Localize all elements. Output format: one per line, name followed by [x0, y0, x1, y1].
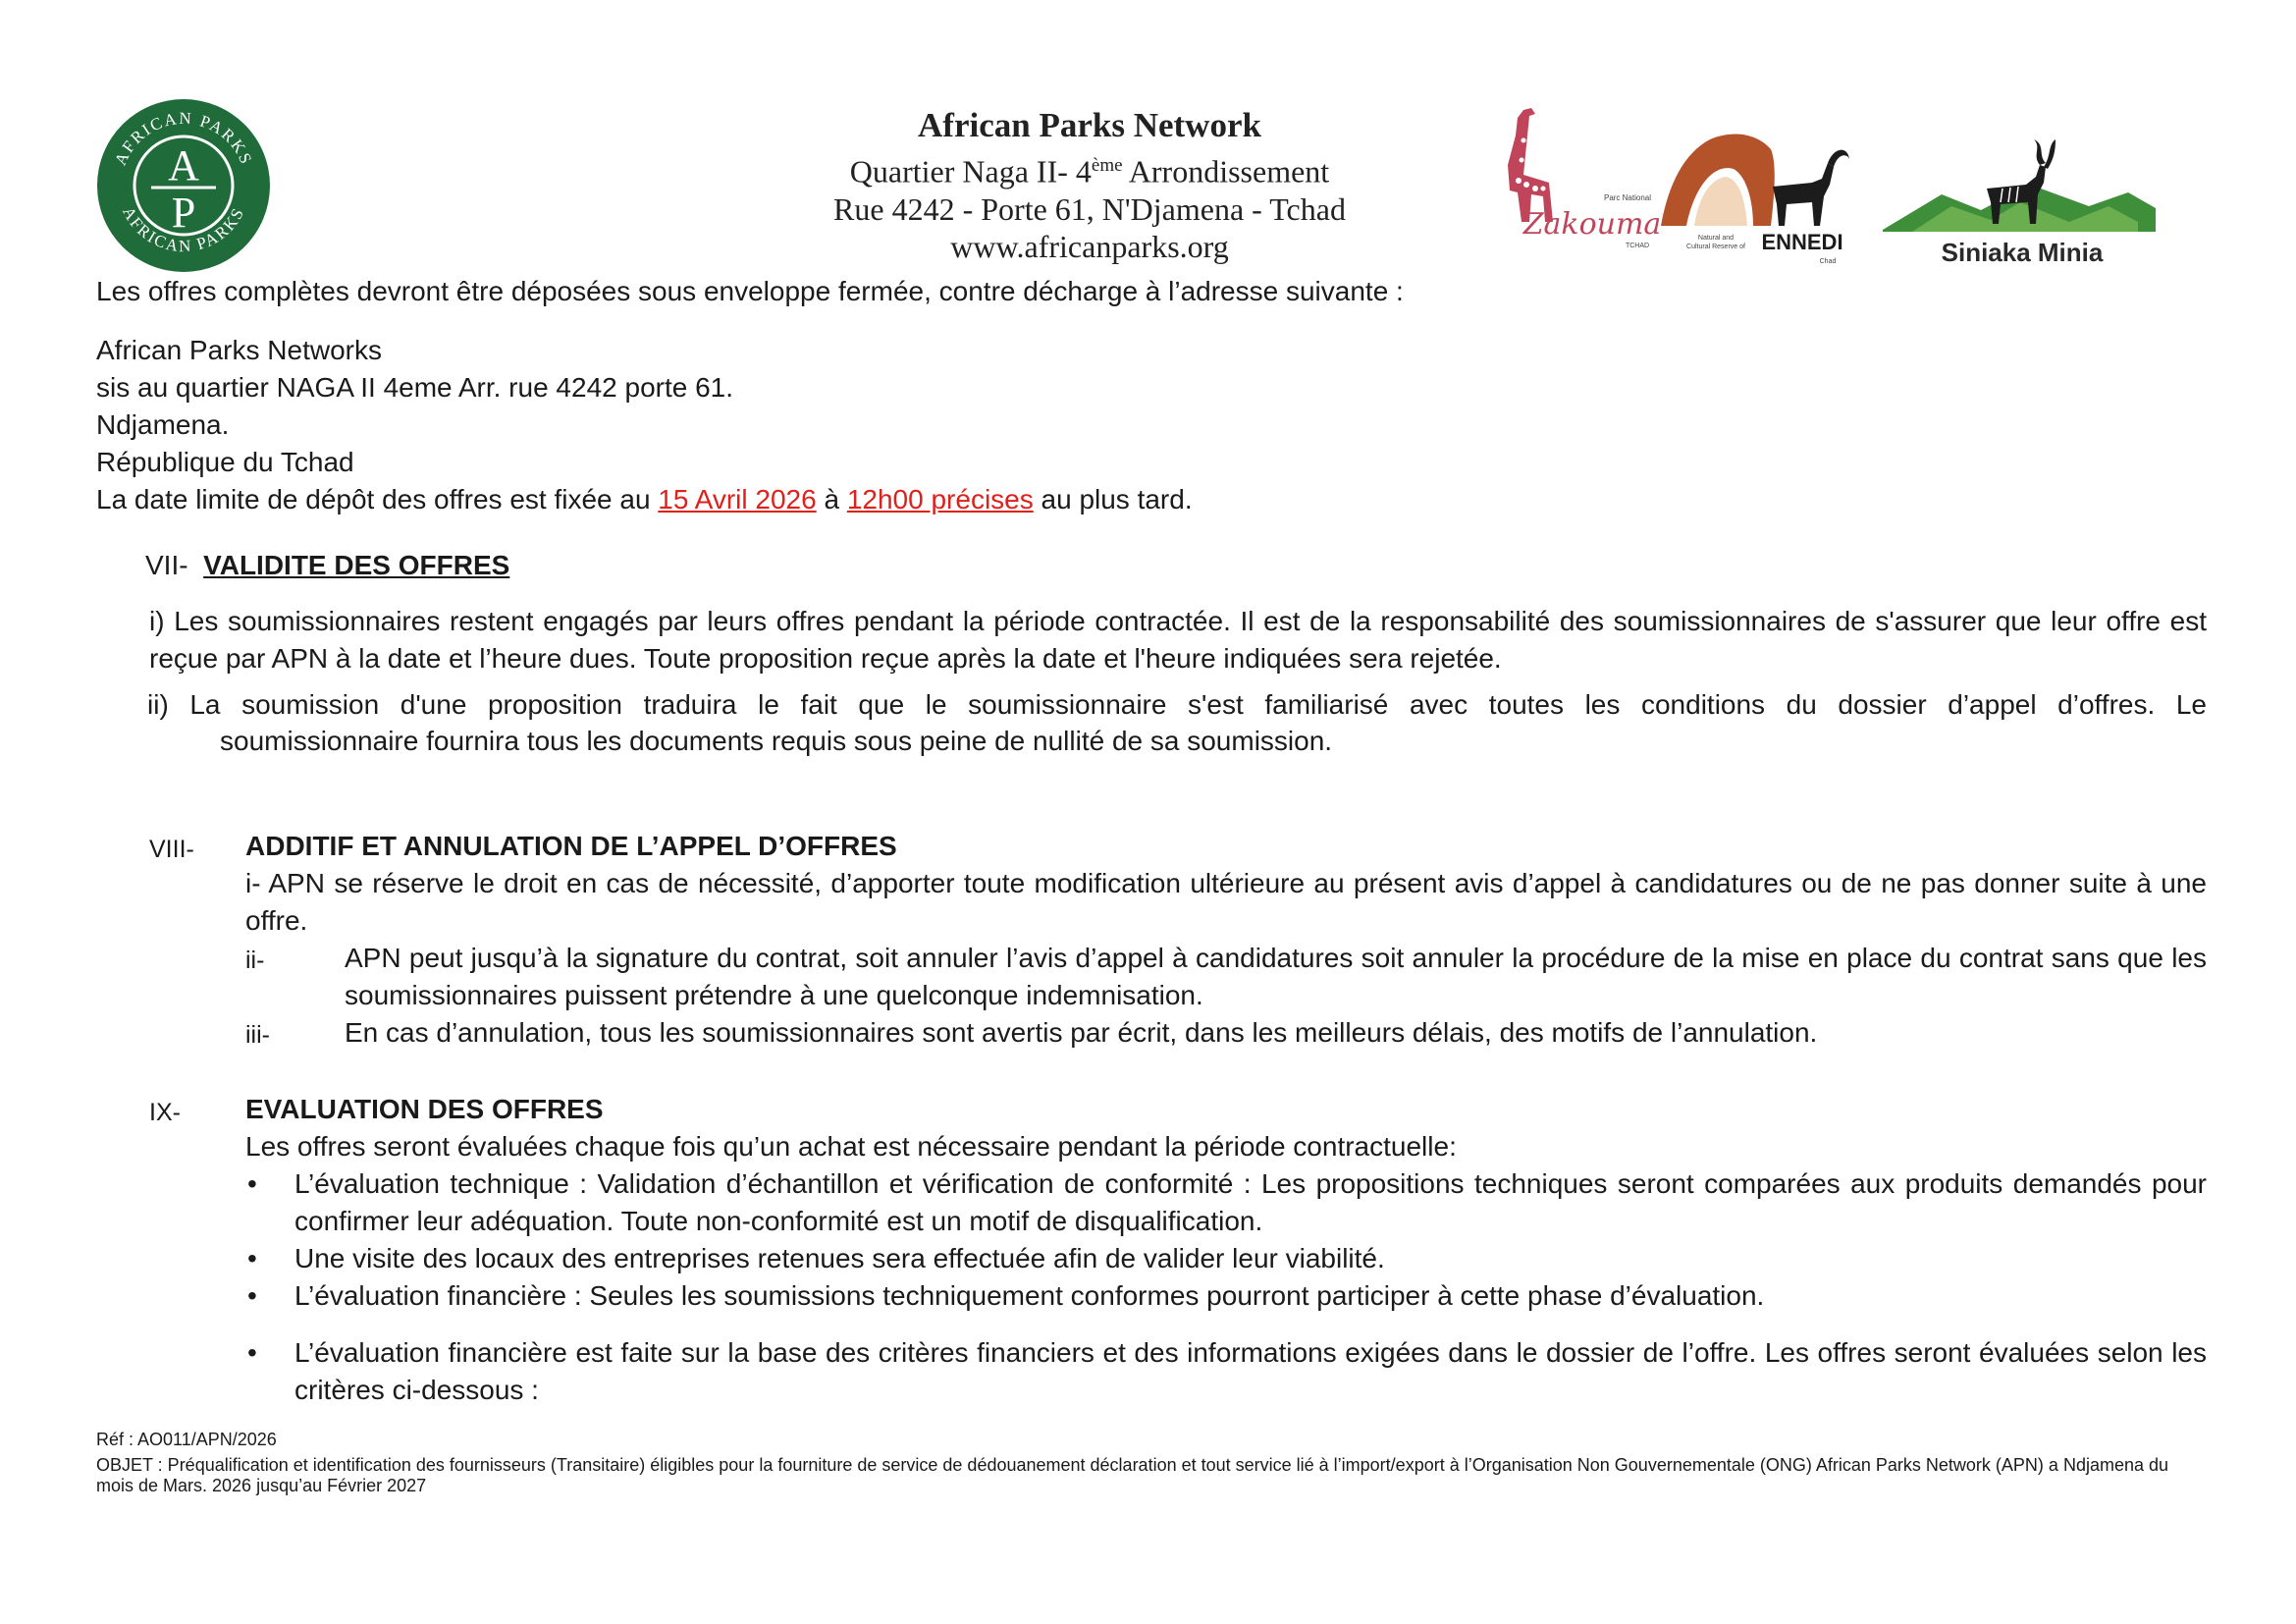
section-title: VALIDITE DES OFFRES: [203, 550, 510, 580]
list-item: L’évaluation financière : Seules les soumissions techniquement conformes pourront participer à cette phase d’évaluation.: [294, 1280, 1765, 1311]
section-7-para-i: i) Les soumissionnaires restent engagés par leurs offres pendant la période contractée. Il est de la responsabilité des soumissionnaires de s'assurer que leur offre est reçue par APN à la date et l’heure dues. Toute proposition reçue après la date et l'heure indiquées sera rejetée.: [149, 606, 2207, 674]
deadline-line: La date limite de dépôt des offres est fixée au 15 Avril 2026 à 12h00 précises au plus tard.: [96, 484, 1193, 514]
address-line-2: Rue 4242 - Porte 61, N'Djamena - Tchad: [833, 190, 1346, 227]
deadline-date: 15 Avril 2026: [658, 484, 817, 514]
footer-reference: Réf : AO011/APN/2026: [96, 1430, 277, 1449]
section-9-title: EVALUATION DES OFFRES: [245, 1094, 604, 1124]
logo-letter-p: P: [171, 189, 196, 237]
ennedi-sub: Chad: [1819, 258, 1837, 265]
logo-ring-bottom-text: AFRICAN PARKS: [119, 203, 248, 256]
section-8-item-ii: APN peut jusqu’à la signature du contrat, soit annuler l’avis d’appel à candidatures soit annuler la procédure de la mise en place du contrat sans que les soumissionnaires puissent prétendre à une quelconque indemnisation.: [345, 943, 2207, 1010]
logo-ring-top-text: AFRICAN PARKS: [111, 108, 256, 169]
website: www.africanparks.org: [950, 228, 1229, 264]
zakouma-logo: [1472, 106, 1659, 271]
siniaka-minia-logo: [1883, 137, 2156, 270]
ennedi-logo: [1655, 124, 1857, 279]
bullet-marker: •: [247, 1168, 257, 1199]
zakouma-name: Zakouma: [1522, 207, 1659, 242]
section-7-heading: [145, 547, 509, 584]
bullet-marker: •: [247, 1337, 257, 1368]
zakouma-small-text: Parc National: [1603, 193, 1652, 202]
org-name: African Parks Network: [918, 106, 1261, 144]
ennedi-name: ENNEDI: [1761, 230, 1843, 254]
zakouma-sub: TCHAD: [1625, 243, 1650, 249]
section-8-item-iii: En cas d’annulation, tous les soumissionnaires sont avertis par écrit, dans les meilleurs délais, des motifs de l’annulation.: [345, 1017, 1818, 1048]
section-9-intro: Les offres seront évaluées chaque fois qu’un achat est nécessaire pendant la période contractuelle:: [245, 1131, 1457, 1162]
address-line: sis au quartier NAGA II 4eme Arr. rue 4242 porte 61.: [96, 372, 734, 403]
section-8-item-iii-num: iii-: [245, 1021, 270, 1049]
logo-letter-a: A: [168, 141, 199, 189]
section-7-para-ii: ii) La soumission d'une proposition traduira le fait que le soumissionnaire s'est familiarisé avec toutes les conditions du dossier d’appel d’offres. Le: [147, 689, 2207, 720]
delivery-address: [96, 332, 1274, 518]
address-line: République du Tchad: [96, 447, 354, 477]
ennedi-small-2: Cultural Reserve of: [1686, 244, 1745, 250]
section-8-item-ii-num: ii-: [245, 947, 265, 974]
section-8-title: ADDITIF ET ANNULATION DE L’APPEL D’OFFRES: [245, 831, 897, 861]
section-8-number: VIII-: [149, 836, 194, 863]
section-9-number: IX-: [149, 1099, 181, 1126]
footer-objet: OBJET : Préqualification et identification des fournisseurs (Transitaire) éligibles pour la fourniture de service de dédouanement déclaration et tout service lié à l’import/export à l’Organisation Non Gouvernementale (ONG) African Parks Network (APN) a Ndjamena du mois de Mars. 2026 jusqu’au Février 2027: [96, 1455, 2169, 1495]
section-7-para-ii-cont: soumissionnaire fournira tous les documents requis sous peine de nullité de sa soumission.: [220, 726, 1333, 756]
letterhead: [687, 104, 1492, 265]
deposit-instructions: Les offres complètes devront être déposées sous enveloppe fermée, contre décharge à l’adresse suivante :: [96, 276, 1404, 306]
deadline-time: 12h00 précises: [846, 484, 1034, 514]
bullet-marker: •: [247, 1280, 257, 1311]
list-item: L’évaluation technique : Validation d’échantillon et vérification de conformité : Les propositions techniques seront comparées aux produits demandés pour confirmer leur adéquation. Toute non-conformité est un motif de disqualification.: [294, 1168, 2207, 1236]
address-line: Ndjamena.: [96, 409, 230, 440]
address-line: African Parks Networks: [96, 335, 382, 365]
section-number: VII-: [145, 550, 188, 580]
bullet-marker: •: [247, 1243, 257, 1273]
african-parks-logo: [96, 98, 271, 273]
siniaka-name: Siniaka Minia: [1941, 238, 2104, 267]
section-8-item-i: i- APN se réserve le droit en cas de nécessité, d’apporter toute modification ultérieure au présent avis d’appel à candidatures ou de ne pas donner suite à une offre.: [245, 868, 2207, 936]
ennedi-small-1: Natural and: [1697, 235, 1735, 242]
list-item: Une visite des locaux des entreprises retenues sera effectuée afin de valider leur viabilité.: [294, 1243, 1385, 1273]
address-line-1: Quartier Naga II- 4ème Arrondissement: [849, 153, 1330, 189]
list-item: L’évaluation financière est faite sur la base des critères financiers et des informations exigées dans le dossier de l’offre. Les offres seront évaluées selon les critères ci-dessous :: [294, 1337, 2207, 1405]
